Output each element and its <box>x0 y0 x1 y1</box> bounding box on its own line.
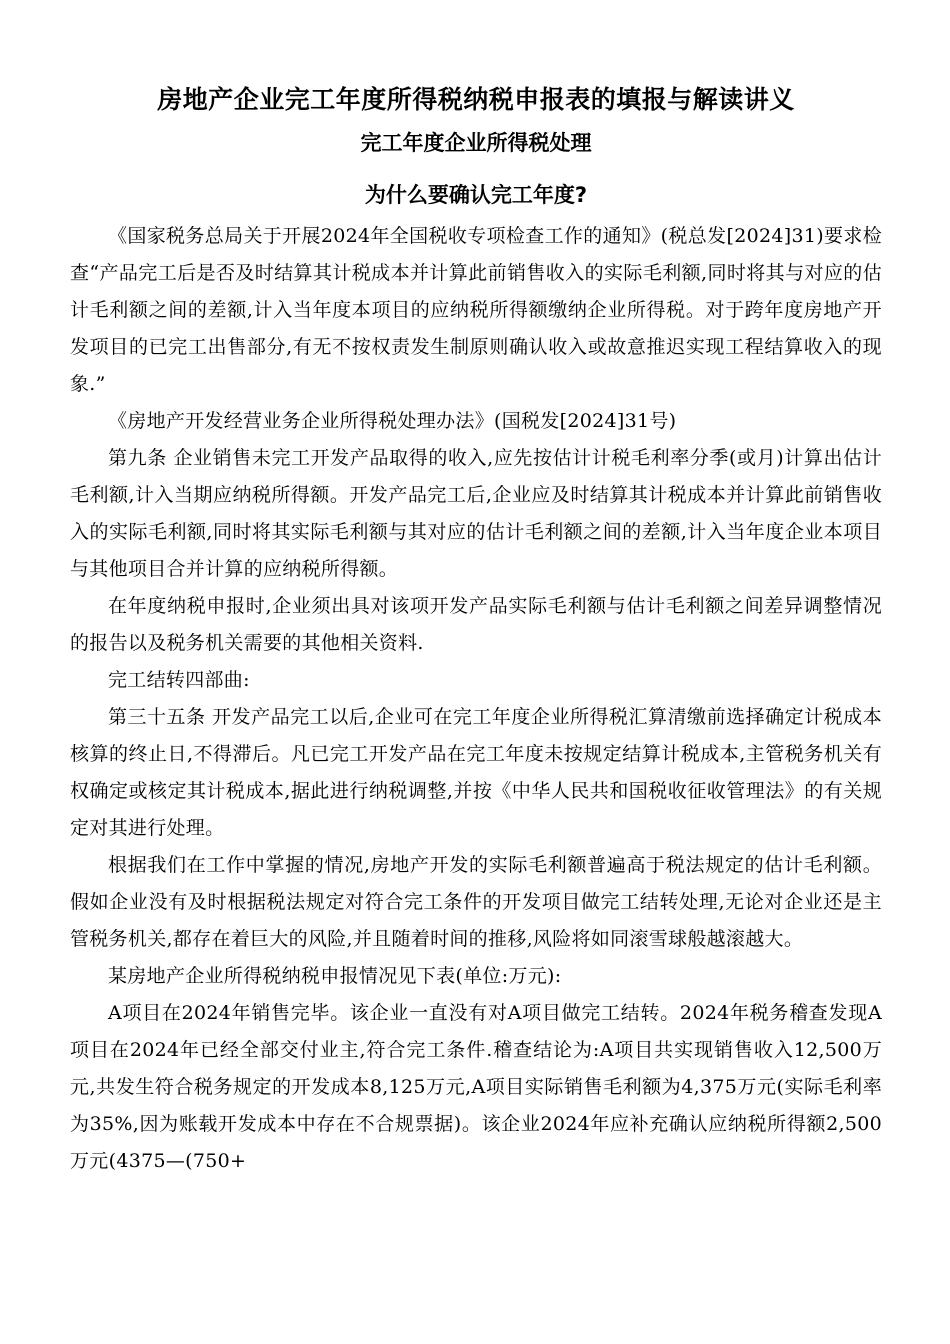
paragraph-regulation-title: 《房地产开发经营业务企业所得税处理办法》(国税发[2024]31号) <box>108 410 677 432</box>
paragraph-example: A项目在2024年销售完毕。该企业一直没有对A项目做完工结转。2024年税务稽查发现A项目在2024年已经全部交付业主,符合完工条件.稽查结论为:A项目共实现销售收入12,500万元,共发生符合税务规定的开发成本8,125万元,A项目实际销售毛利额为4,375万元(实际毛利率为35%,因为账载开发成本中存在不合规票据)。该企业2024年应补充确认应纳税所得额2,500万元(4375—(750+ <box>70 1002 882 1172</box>
paragraph-article-9: 第九条 企业销售未完工开发产品取得的收入,应先按估计计税毛利率分季(或月)计算出估计毛利额,计入当期应纳税所得额。开发产品完工后,企业应及时结算其计税成本并计算此前销售收入的实际毛利额,同时将其实际毛利额与其对应的估计毛利额之间的差额,计入当年度企业本项目与其他项目合并计算的应纳税所得额。 <box>70 447 882 580</box>
paragraph-risk: 根据我们在工作中掌握的情况,房地产开发的实际毛利额普遍高于税法规定的估计毛利额。假如企业没有及时根据税法规定对符合完工条件的开发项目做完工结转处理,无论对企业还是主管税务机关,都存在着巨大的风险,并且随着时间的推移,风险将如同滚雪球般越滚越大。 <box>70 854 882 950</box>
paragraph-table-intro: 某房地产企业所得税纳税申报情况见下表(单位:万元): <box>108 965 562 987</box>
document-subtitle: 完工年度企业所得税处理 <box>360 131 592 155</box>
document-title: 房地产企业完工年度所得税纳税申报表的填报与解读讲义 <box>157 85 795 114</box>
paragraph-tax-notice: 《国家税务总局关于开展2024年全国税收专项检查工作的通知》(税总发[2024]31)要求检查“产品完工后是否及时结算其计税成本并计算此前销售收入的实际毛利额,同时将其与对应的估计毛利额之间的差额,计入当年度本项目的应纳税所得额缴纳企业所得税。对于跨年度房地产开发项目的已完工出售部分,有无不按权责发生制原则确认收入或故意推迟实现工程结算收入的现象.” <box>70 225 882 395</box>
paragraph-article-35: 第三十五条 开发产品完工以后,企业可在完工年度企业所得税汇算清缴前选择确定计税成本核算的终止日,不得滞后。凡已完工开发产品在完工年度未按规定结算计税成本,主管税务机关有权确定或核定其计税成本,据此进行纳税调整,并按《中华人民共和国税收征收管理法》的有关规定对其进行处理。 <box>70 706 882 839</box>
paragraph-annual-report: 在年度纳税申报时,企业须出具对该项开发产品实际毛利额与估计毛利额之间差异调整情况的报告以及税务机关需要的其他相关资料. <box>70 595 882 654</box>
document-page <box>70 80 882 1180</box>
section-heading: 为什么要确认完工年度? <box>364 183 588 207</box>
paragraph-four-steps: 完工结转四部曲: <box>108 669 250 691</box>
